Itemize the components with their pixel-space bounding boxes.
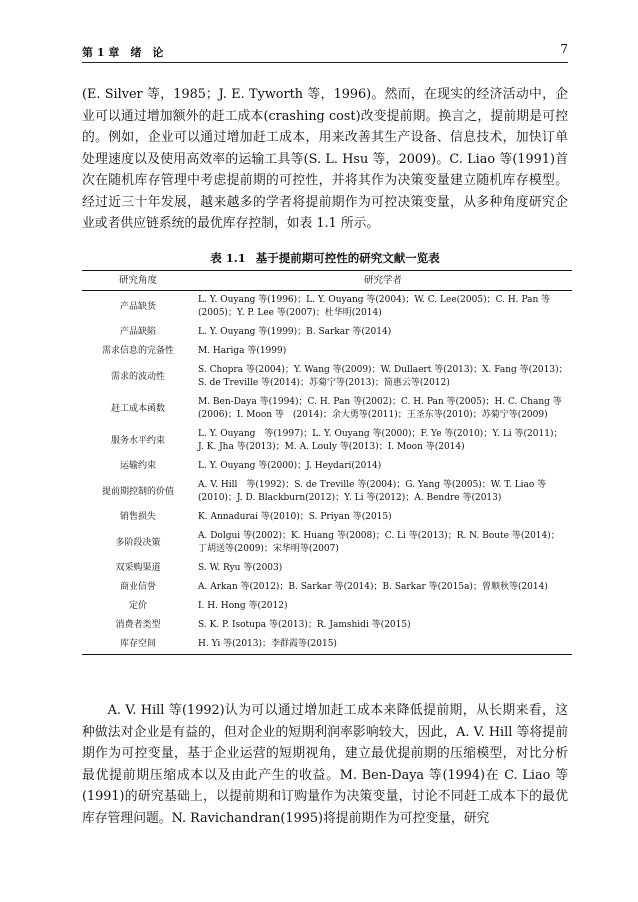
page-number: 7 bbox=[560, 42, 568, 56]
table-body bbox=[82, 291, 572, 655]
research-angle-cell: 商业信誉 bbox=[119, 582, 156, 592]
table-row bbox=[82, 342, 572, 361]
research-angle-cell: 产品缺陷 bbox=[119, 327, 156, 337]
body-paragraph-2: A. V. Hill 等(1992)认为可以通过增加赶工成本来降低提前期，从长期来看，这种做法对企业是有益的，但对企业的短期利润率影响较大，因此，A. V. Hill 等将提前期作为可控变量，基于企业运营的短期视角，建立最优提前期的压缩模型，对比分析最优提前期压缩成本以及由此产生的收益。M. Ben-Daya 等(1994)在 C. Liao 等(1991)的研究基础上，以提前期和订购量作为决策变量，讨论不同赶工成本下的最优库存管理问题。N. Ravichandran(1995)将提前期作为可控变量，研究 bbox=[82, 703, 568, 826]
table-row bbox=[82, 291, 572, 324]
research-angle-cell: 定价 bbox=[128, 601, 147, 611]
column-header-angle: 研究角度 bbox=[118, 275, 157, 286]
body-paragraph-1: (E. Silver 等，1985；J. E. Tyworth 等，1996)。然而，在现实的经济活动中，企业可以通过增加额外的赶工成本(crashing cost)改变提前期。换言之，提前期是可控的。例如，企业可以通过增加赶工成本，用来改善其生产设备、信息技术，加快订单处理速度以及使用高效率的运输工具等(S. L. Hsu 等，2009)。C. Liao 等(1991)首次在随机库存管理中考虑提前期的可控性，并将其作为决策变量建立随机库存模型。经过近三十年发展，越来越多的学者将提前期作为可控决策变量，从多种角度研究企业或者供应链系统的最优库存控制，如表 1.1 所示。 bbox=[82, 87, 568, 231]
table-row bbox=[82, 635, 572, 655]
table-row bbox=[82, 476, 572, 508]
page-header bbox=[82, 40, 568, 63]
table-row bbox=[82, 508, 572, 527]
table-row bbox=[82, 457, 572, 476]
table-row bbox=[82, 323, 572, 342]
table-title: 基于提前期可控性的研究文献一览表 bbox=[255, 251, 440, 265]
table-header-row bbox=[82, 271, 572, 291]
research-angle-cell: 服务水平约束 bbox=[110, 435, 165, 446]
table-caption bbox=[82, 250, 568, 266]
research-angle-cell: 产品缺货 bbox=[119, 301, 156, 312]
research-angle-cell: 库存空间 bbox=[119, 639, 156, 649]
research-angle-cell: 消费者类型 bbox=[115, 620, 161, 630]
scholars-cell: M. Ben-Daya 等(1994)；C. H. Pan 等(2002)；C. H. Pan 等(2005)；H. C. Chang 等(2006)；I. Moon 等 (2014)；余大勇等(2011)；王圣东等(2010)；苏菊宁等(2009) bbox=[198, 397, 562, 420]
scholars-cell: K. Annadurai 等(2010)；S. Priyan 等(2015) bbox=[198, 512, 392, 522]
scholars-cell: H. Yi 等(2013)；李群霞等(2015) bbox=[198, 639, 337, 649]
scholars-cell: A. Arkan 等(2012)；B. Sarkar 等(2014)；B. Sarkar 等(2015a)；曾顺秋等(2014) bbox=[198, 582, 548, 592]
scholars-cell: A. Dolgui 等(2002)；K. Huang 等(2008)；C. Li 等(2013)；R. N. Boute 等(2014)；丁胡送等(2009)；宋华明等(2007) bbox=[198, 531, 560, 554]
column-header-scholars: 研究学者 bbox=[363, 275, 402, 286]
research-angle-cell: 多阶段决策 bbox=[115, 537, 161, 548]
research-angle-cell: 运输约束 bbox=[119, 461, 156, 471]
table-row bbox=[82, 425, 572, 457]
scholars-cell: I. H. Hong 等(2012) bbox=[198, 601, 288, 611]
table-row bbox=[82, 597, 572, 616]
table-row bbox=[82, 616, 572, 635]
table-row bbox=[82, 578, 572, 597]
scholars-cell: L. Y. Ouyang 等(1997)；L. Y. Ouyang 等(2000)；F. Ye 等(2010)；Y. Li 等(2011)；J. K. Jha 等(2013)；M. A. Louly 等(2013)；I. Moon 等(2014) bbox=[198, 429, 563, 452]
research-angle-cell: 需求的波动性 bbox=[110, 371, 165, 382]
table-number: 表 1.1 bbox=[210, 251, 246, 265]
scholars-cell: M. Hariga 等(1999) bbox=[198, 346, 287, 356]
research-angle-cell: 需求信息的完备性 bbox=[101, 346, 174, 356]
table-row bbox=[82, 361, 572, 393]
scholars-cell: S. W. Ryu 等(2003) bbox=[198, 563, 283, 573]
table-row bbox=[82, 559, 572, 578]
scholars-cell: L. Y. Ouyang 等(1996)；L. Y. Ouyang 等(2004)；W. C. Lee(2005)；C. H. Pan 等(2005)；Y. P. Lee 等(2007)；杜华明(2014) bbox=[198, 295, 551, 318]
table-row bbox=[82, 527, 572, 559]
scholars-cell: A. V. Hill 等(1992)；S. de Treville 等(2004)；G. Yang 等(2005)；W. T. Liao 等(2010)；J. D. Blackburn(2012)；Y. Li 等(2012)；A. Bendre 等(2013) bbox=[198, 480, 547, 503]
scholars-cell: L. Y. Ouyang 等(1999)；B. Sarkar 等(2014) bbox=[198, 327, 392, 337]
literature-table bbox=[82, 270, 572, 655]
research-angle-cell: 双采购渠道 bbox=[115, 563, 161, 573]
research-angle-cell: 赶工成本函数 bbox=[110, 403, 165, 414]
table-row bbox=[82, 393, 572, 425]
scholars-cell: S. Chopra 等(2004)；Y. Wang 等(2009)；W. Dullaert 等(2013)；X. Fang 等(2013)；S. de Treville 等(2014)；苏菊宁等(2013)；简惠云等(2012) bbox=[198, 365, 568, 388]
research-angle-cell: 销售损失 bbox=[119, 512, 156, 522]
scholars-cell: L. Y. Ouyang 等(2000)；J. Heydari(2014) bbox=[198, 461, 382, 471]
chapter-title: 第 1 章 绪 论 bbox=[82, 46, 164, 59]
scholars-cell: S. K. P. Isotupa 等(2013)；R. Jamshidi 等(2015) bbox=[198, 620, 411, 630]
research-angle-cell: 提前期控制的价值 bbox=[101, 486, 174, 497]
